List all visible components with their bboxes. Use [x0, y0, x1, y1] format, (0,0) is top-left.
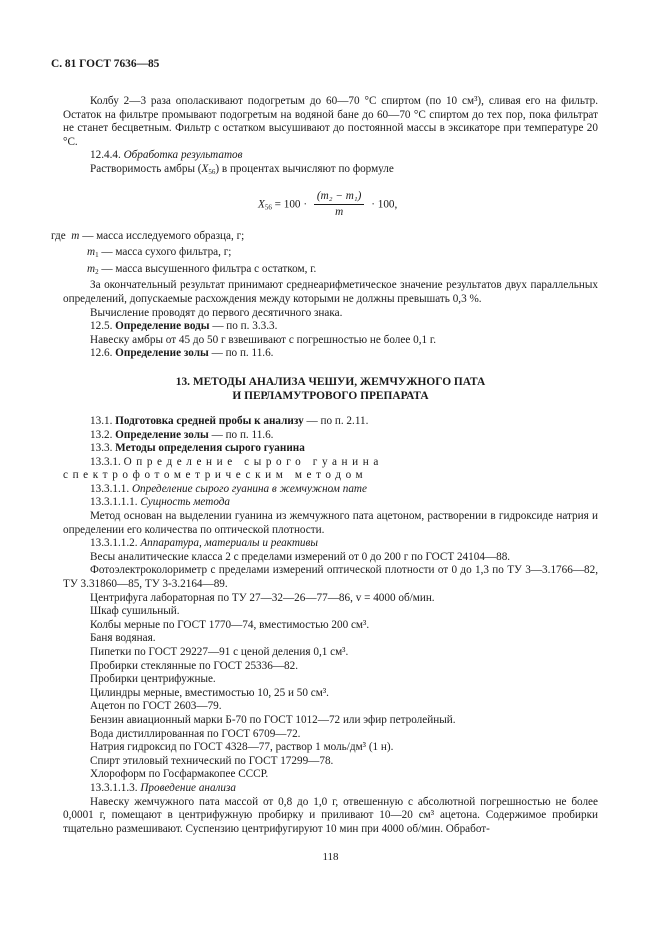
text-part: ) в процентах вычисляют по формуле — [215, 162, 394, 175]
where-prefix: где — [51, 229, 66, 242]
subsection-13-3 — [63, 442, 598, 456]
where-text: — масса высушенного фильтра с остатком, г. — [98, 262, 317, 275]
page-number: 118 — [322, 851, 339, 863]
subsection-ref: — по п. 11.6. — [208, 347, 274, 360]
page-content — [51, 95, 598, 836]
list-item: Цилиндры мерные, вместимостью 10, 25 и 50 см³. — [90, 686, 329, 699]
subsection-number: 12.6. — [90, 347, 113, 360]
variable-definitions — [51, 229, 598, 280]
list-item: Ацетон по ГОСТ 2603—79. — [90, 700, 222, 713]
definition-row — [51, 230, 598, 247]
subsection-ref: — по п. 3.3.3. — [209, 320, 278, 333]
subsection-number: 13.3.1.1.1. — [90, 496, 138, 509]
list-item: Пробирки центрифужные. — [90, 673, 216, 686]
fraction-denominator: m — [335, 206, 344, 219]
list-item: Баня водяная. — [90, 632, 156, 645]
formula-block — [63, 184, 598, 228]
formula-fraction — [314, 190, 365, 220]
list-item: Весы аналитические класса 2 с пределами измерений от 0 до 200 г по ГОСТ 24104—88. — [90, 550, 511, 563]
subsection-13-3-1-1 — [63, 483, 598, 497]
where-text: — масса исследуемого образца, г; — [79, 229, 245, 242]
list-item: Фотоэлектроколориметр с пределами измерений оптической плотности от 0 до 1,3 по ТУ 3—3.1766—82, ТУ 3.31860—85, ТУ 3-3.2164—89. — [63, 564, 598, 591]
subsection-number: 13.3.1. — [90, 455, 121, 468]
list-item: Пипетки по ГОСТ 29227—91 с ценой деления 0,1 см³. — [90, 646, 349, 658]
subsection-12-4-4 — [63, 149, 598, 163]
subsection-number: 13.3.1.1.2. — [90, 537, 138, 550]
subsection-13-3-1-1-1 — [63, 496, 598, 510]
list-item: Хлороформ по Госфармакопее СССР. — [90, 768, 269, 781]
section-title-line: И ПЕРЛАМУТРОВОГО ПРЕПАРАТА — [232, 389, 429, 402]
paragraph-rinse: Колбу 2—3 раза ополаскивают подогретым до 60—70 °С спиртом (по 10 см³), сливая его на фильтр. Остаток на фильтре промывают подогретым на водяной бане до 60—70 °С спиртом до тех пор, пока фильтрат не станет бесцветным. Фильтр с остатком высушивают до постоянной массы в эксикаторе при температуре 20 °С. — [63, 95, 598, 148]
list-item: Центрифуга лабораторная по ТУ 27—32—26—77—86, v = 4000 об/мин. — [90, 591, 435, 604]
formula-lhs-subscript: 56 — [264, 203, 272, 212]
where-subscript: 1 — [95, 251, 99, 260]
list-item: Колбы мерные по ГОСТ 1770—74, вместимостью 200 см³. — [90, 618, 370, 631]
list-item: Спирт этиловый технический по ГОСТ 17299—78. — [90, 754, 334, 767]
subsection-title: Проведение анализа — [140, 781, 236, 794]
paragraph-sample: Навеску амбры от 45 до 50 г взвешивают с погрешностью не более 0,1 г. — [90, 333, 437, 346]
definition-row — [87, 246, 598, 263]
subsection-number: 13.3. — [90, 442, 113, 455]
fraction-numerator: (m₂ − m₁) — [314, 190, 365, 206]
subsection-12-5 — [63, 320, 598, 334]
paragraph-final-result: За окончательный результат принимают среднеарифметическое значение результатов двух параллельных определений, допускаемые расхождения между которыми не должны превышать 0,3 %. — [63, 279, 598, 305]
subsection-13-3-1-1-2 — [63, 537, 598, 551]
paragraph-method-basis: Метод основан на выделении гуанина из жемчужного пата ацетоном, растворении в гидроксиде натрия и определении его количества по оптической плотности. — [63, 510, 598, 536]
where-text: — масса сухого фильтра, г; — [98, 246, 232, 259]
subsection-13-1 — [63, 415, 598, 429]
definition-row — [87, 263, 598, 280]
list-item: Пробирки стеклянные по ГОСТ 25336—82. — [90, 659, 299, 672]
where-symbol: m — [87, 246, 96, 259]
list-item: Шкаф сушильный. — [90, 605, 180, 618]
subsection-number: 12.4.4. — [90, 149, 121, 162]
subsection-13-3-1 — [63, 456, 598, 483]
subsection-number: 13.3.1.1. — [90, 482, 130, 495]
subsection-ref: — по п. 11.6. — [208, 428, 274, 441]
subsection-title: Определение золы — [115, 347, 209, 360]
subsection-title: Обработка результатов — [123, 149, 243, 162]
where-symbol: m — [71, 229, 80, 242]
subsection-ref: — по п. 2.11. — [303, 414, 369, 427]
subsection-title: Аппаратура, материалы и реактивы — [140, 537, 318, 550]
subsection-title: Определение воды — [115, 320, 210, 333]
subsection-number: 13.3.1.1.3. — [90, 781, 138, 794]
subsection-13-3-1-1-3 — [63, 782, 598, 796]
formula-rhs: · 100, — [371, 198, 398, 211]
section-title-line: 13. МЕТОДЫ АНАЛИЗА ЧЕШУИ, ЖЕМЧУЖНОГО ПАТА — [175, 375, 486, 388]
formula-eq: = 100 · — [271, 198, 310, 211]
subsection-title: Подготовка средней пробы к анализу — [115, 414, 304, 427]
paragraph-solubility — [63, 163, 598, 180]
subsection-12-6 — [63, 347, 598, 361]
equipment-list — [63, 551, 598, 782]
paragraph-procedure: Навеску жемчужного пата массой от 0,8 до 1,0 г, отвешенную с абсолютной погрешностью не более 0,0001 г, помещают в центрифужную пробирку и приливают 10—20 см³ ацетона. Содержимое пробирки тщательно размешивают. Суспензию центрифугируют 10 мин при 4000 об/мин. Обработ- — [63, 795, 598, 835]
text-part: Растворимость амбры ( — [90, 162, 202, 175]
variable-x: X — [201, 162, 209, 175]
paragraph-calculation: Вычисление проводят до первого десятичного знака. — [90, 306, 343, 319]
where-symbol: m — [87, 262, 96, 275]
subsection-title: Методы определения сырого гуанина — [115, 442, 305, 455]
subsection-title: Определение золы — [115, 428, 209, 441]
subsection-title: Определение сырого гуанина в жемчужном пате — [131, 482, 367, 495]
subsection-13-2 — [63, 429, 598, 443]
section-13-title — [63, 375, 598, 403]
list-item: Вода дистиллированная по ГОСТ 6709—72. — [90, 727, 301, 740]
formula — [258, 190, 397, 220]
subsection-number: 12.5. — [90, 320, 113, 333]
subsection-number: 13.2. — [90, 428, 113, 441]
subsection-title: Определение сырого гуанина спектрофотометрическим методом — [63, 455, 383, 482]
subsection-number: 13.1. — [90, 414, 113, 427]
subsection-title: Сущность метода — [140, 496, 231, 509]
list-item: Натрия гидроксид по ГОСТ 4328—77, раствор 1 моль/дм³ (1 н). — [90, 741, 394, 754]
page-header: С. 81 ГОСТ 7636—85 — [51, 58, 160, 70]
formula-lhs: X — [258, 198, 265, 211]
list-item: Бензин авиационный марки Б-70 по ГОСТ 1012—72 или эфир петролейный. — [90, 713, 456, 726]
variable-subscript: 56 — [208, 167, 216, 176]
where-subscript: 2 — [95, 267, 99, 276]
